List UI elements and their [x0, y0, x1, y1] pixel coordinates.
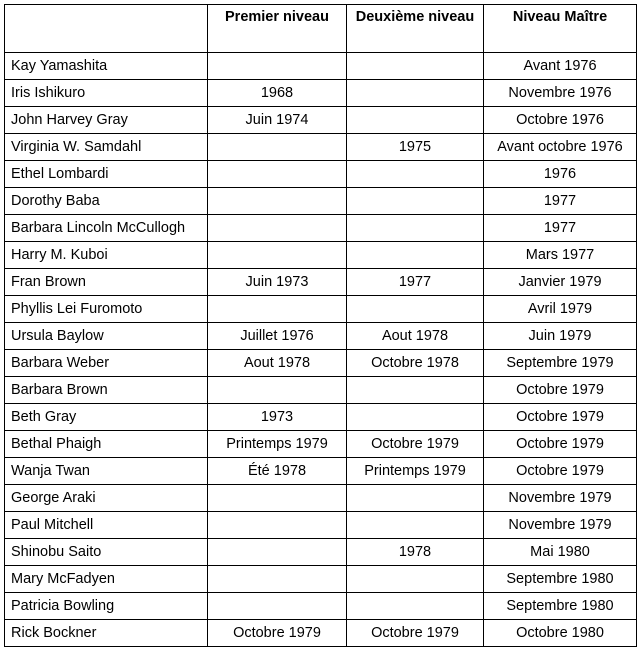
- table-row: [5, 539, 637, 566]
- table-row: [5, 350, 637, 377]
- cell-niveau-maitre: Septembre 1980: [484, 566, 637, 593]
- cell-deuxieme-niveau: [347, 107, 484, 134]
- cell-niveau-maitre: Octobre 1976: [484, 107, 637, 134]
- cell-deuxieme-niveau: Octobre 1978: [347, 350, 484, 377]
- cell-premier-niveau: [208, 242, 347, 269]
- cell-premier-niveau: [208, 161, 347, 188]
- table-row: [5, 404, 637, 431]
- cell-premier-niveau: 1968: [208, 80, 347, 107]
- cell-deuxieme-niveau: [347, 53, 484, 80]
- header-row: [5, 5, 637, 53]
- cell-deuxieme-niveau: [347, 161, 484, 188]
- cell-premier-niveau: [208, 215, 347, 242]
- cell-name: Rick Bockner: [5, 620, 208, 647]
- cell-premier-niveau: Printemps 1979: [208, 431, 347, 458]
- cell-name: Paul Mitchell: [5, 512, 208, 539]
- cell-deuxieme-niveau: [347, 377, 484, 404]
- cell-deuxieme-niveau: [347, 485, 484, 512]
- cell-premier-niveau: [208, 485, 347, 512]
- cell-premier-niveau: [208, 134, 347, 161]
- cell-niveau-maitre: Octobre 1979: [484, 431, 637, 458]
- cell-niveau-maitre: 1977: [484, 215, 637, 242]
- header-niveau-maitre: Niveau Maître: [484, 5, 637, 53]
- cell-name: Iris Ishikuro: [5, 80, 208, 107]
- cell-premier-niveau: [208, 296, 347, 323]
- cell-deuxieme-niveau: [347, 404, 484, 431]
- cell-deuxieme-niveau: [347, 242, 484, 269]
- reiki-masters-table: [4, 4, 637, 647]
- cell-deuxieme-niveau: [347, 80, 484, 107]
- cell-name: Dorothy Baba: [5, 188, 208, 215]
- cell-niveau-maitre: Octobre 1979: [484, 377, 637, 404]
- table-row: [5, 296, 637, 323]
- cell-name: Mary McFadyen: [5, 566, 208, 593]
- table-row: [5, 269, 637, 296]
- cell-premier-niveau: [208, 593, 347, 620]
- cell-premier-niveau: Aout 1978: [208, 350, 347, 377]
- cell-name: Wanja Twan: [5, 458, 208, 485]
- header-deuxieme-niveau: Deuxième niveau: [347, 5, 484, 53]
- table-row: [5, 593, 637, 620]
- cell-name: Barbara Brown: [5, 377, 208, 404]
- cell-name: Patricia Bowling: [5, 593, 208, 620]
- cell-name: Ursula Baylow: [5, 323, 208, 350]
- cell-deuxieme-niveau: [347, 593, 484, 620]
- cell-deuxieme-niveau: [347, 296, 484, 323]
- cell-premier-niveau: [208, 539, 347, 566]
- table-row: [5, 620, 637, 647]
- table-row: [5, 377, 637, 404]
- cell-niveau-maitre: Janvier 1979: [484, 269, 637, 296]
- cell-name: Barbara Lincoln McCullogh: [5, 215, 208, 242]
- table-row: [5, 188, 637, 215]
- cell-deuxieme-niveau: Printemps 1979: [347, 458, 484, 485]
- cell-name: Kay Yamashita: [5, 53, 208, 80]
- cell-niveau-maitre: Novembre 1976: [484, 80, 637, 107]
- cell-niveau-maitre: Juin 1979: [484, 323, 637, 350]
- table-row: [5, 566, 637, 593]
- cell-niveau-maitre: Octobre 1979: [484, 404, 637, 431]
- cell-deuxieme-niveau: [347, 215, 484, 242]
- cell-name: Barbara Weber: [5, 350, 208, 377]
- header-premier-niveau: Premier niveau: [208, 5, 347, 53]
- cell-niveau-maitre: Novembre 1979: [484, 485, 637, 512]
- cell-name: Phyllis Lei Furomoto: [5, 296, 208, 323]
- cell-deuxieme-niveau: [347, 188, 484, 215]
- cell-deuxieme-niveau: Octobre 1979: [347, 431, 484, 458]
- table-row: [5, 107, 637, 134]
- cell-niveau-maitre: Mai 1980: [484, 539, 637, 566]
- table-row: [5, 53, 637, 80]
- cell-niveau-maitre: Octobre 1979: [484, 458, 637, 485]
- cell-niveau-maitre: 1976: [484, 161, 637, 188]
- cell-deuxieme-niveau: 1975: [347, 134, 484, 161]
- table-body: [5, 53, 637, 647]
- table-row: [5, 512, 637, 539]
- cell-niveau-maitre: Avant 1976: [484, 53, 637, 80]
- table-row: [5, 458, 637, 485]
- cell-premier-niveau: Été 1978: [208, 458, 347, 485]
- cell-name: Ethel Lombardi: [5, 161, 208, 188]
- cell-deuxieme-niveau: 1978: [347, 539, 484, 566]
- cell-name: Virginia W. Samdahl: [5, 134, 208, 161]
- cell-niveau-maitre: Septembre 1980: [484, 593, 637, 620]
- cell-premier-niveau: [208, 377, 347, 404]
- cell-deuxieme-niveau: [347, 566, 484, 593]
- cell-premier-niveau: Juillet 1976: [208, 323, 347, 350]
- cell-premier-niveau: [208, 566, 347, 593]
- table-row: [5, 161, 637, 188]
- cell-niveau-maitre: Avant octobre 1976: [484, 134, 637, 161]
- table-row: [5, 431, 637, 458]
- table-row: [5, 323, 637, 350]
- cell-premier-niveau: 1973: [208, 404, 347, 431]
- cell-deuxieme-niveau: Octobre 1979: [347, 620, 484, 647]
- cell-premier-niveau: Octobre 1979: [208, 620, 347, 647]
- cell-name: Bethal Phaigh: [5, 431, 208, 458]
- table-row: [5, 215, 637, 242]
- cell-premier-niveau: [208, 188, 347, 215]
- cell-name: John Harvey Gray: [5, 107, 208, 134]
- cell-premier-niveau: [208, 512, 347, 539]
- cell-niveau-maitre: Novembre 1979: [484, 512, 637, 539]
- cell-deuxieme-niveau: Aout 1978: [347, 323, 484, 350]
- cell-niveau-maitre: Avril 1979: [484, 296, 637, 323]
- cell-name: Fran Brown: [5, 269, 208, 296]
- table-row: [5, 242, 637, 269]
- table-row: [5, 485, 637, 512]
- cell-niveau-maitre: Octobre 1980: [484, 620, 637, 647]
- cell-name: Shinobu Saito: [5, 539, 208, 566]
- cell-niveau-maitre: Mars 1977: [484, 242, 637, 269]
- cell-niveau-maitre: Septembre 1979: [484, 350, 637, 377]
- cell-niveau-maitre: 1977: [484, 188, 637, 215]
- table-row: [5, 134, 637, 161]
- cell-name: Beth Gray: [5, 404, 208, 431]
- cell-premier-niveau: Juin 1973: [208, 269, 347, 296]
- cell-name: George Araki: [5, 485, 208, 512]
- cell-deuxieme-niveau: [347, 512, 484, 539]
- cell-premier-niveau: [208, 53, 347, 80]
- table-row: [5, 80, 637, 107]
- cell-name: Harry M. Kuboi: [5, 242, 208, 269]
- header-name: [5, 5, 208, 53]
- cell-premier-niveau: Juin 1974: [208, 107, 347, 134]
- cell-deuxieme-niveau: 1977: [347, 269, 484, 296]
